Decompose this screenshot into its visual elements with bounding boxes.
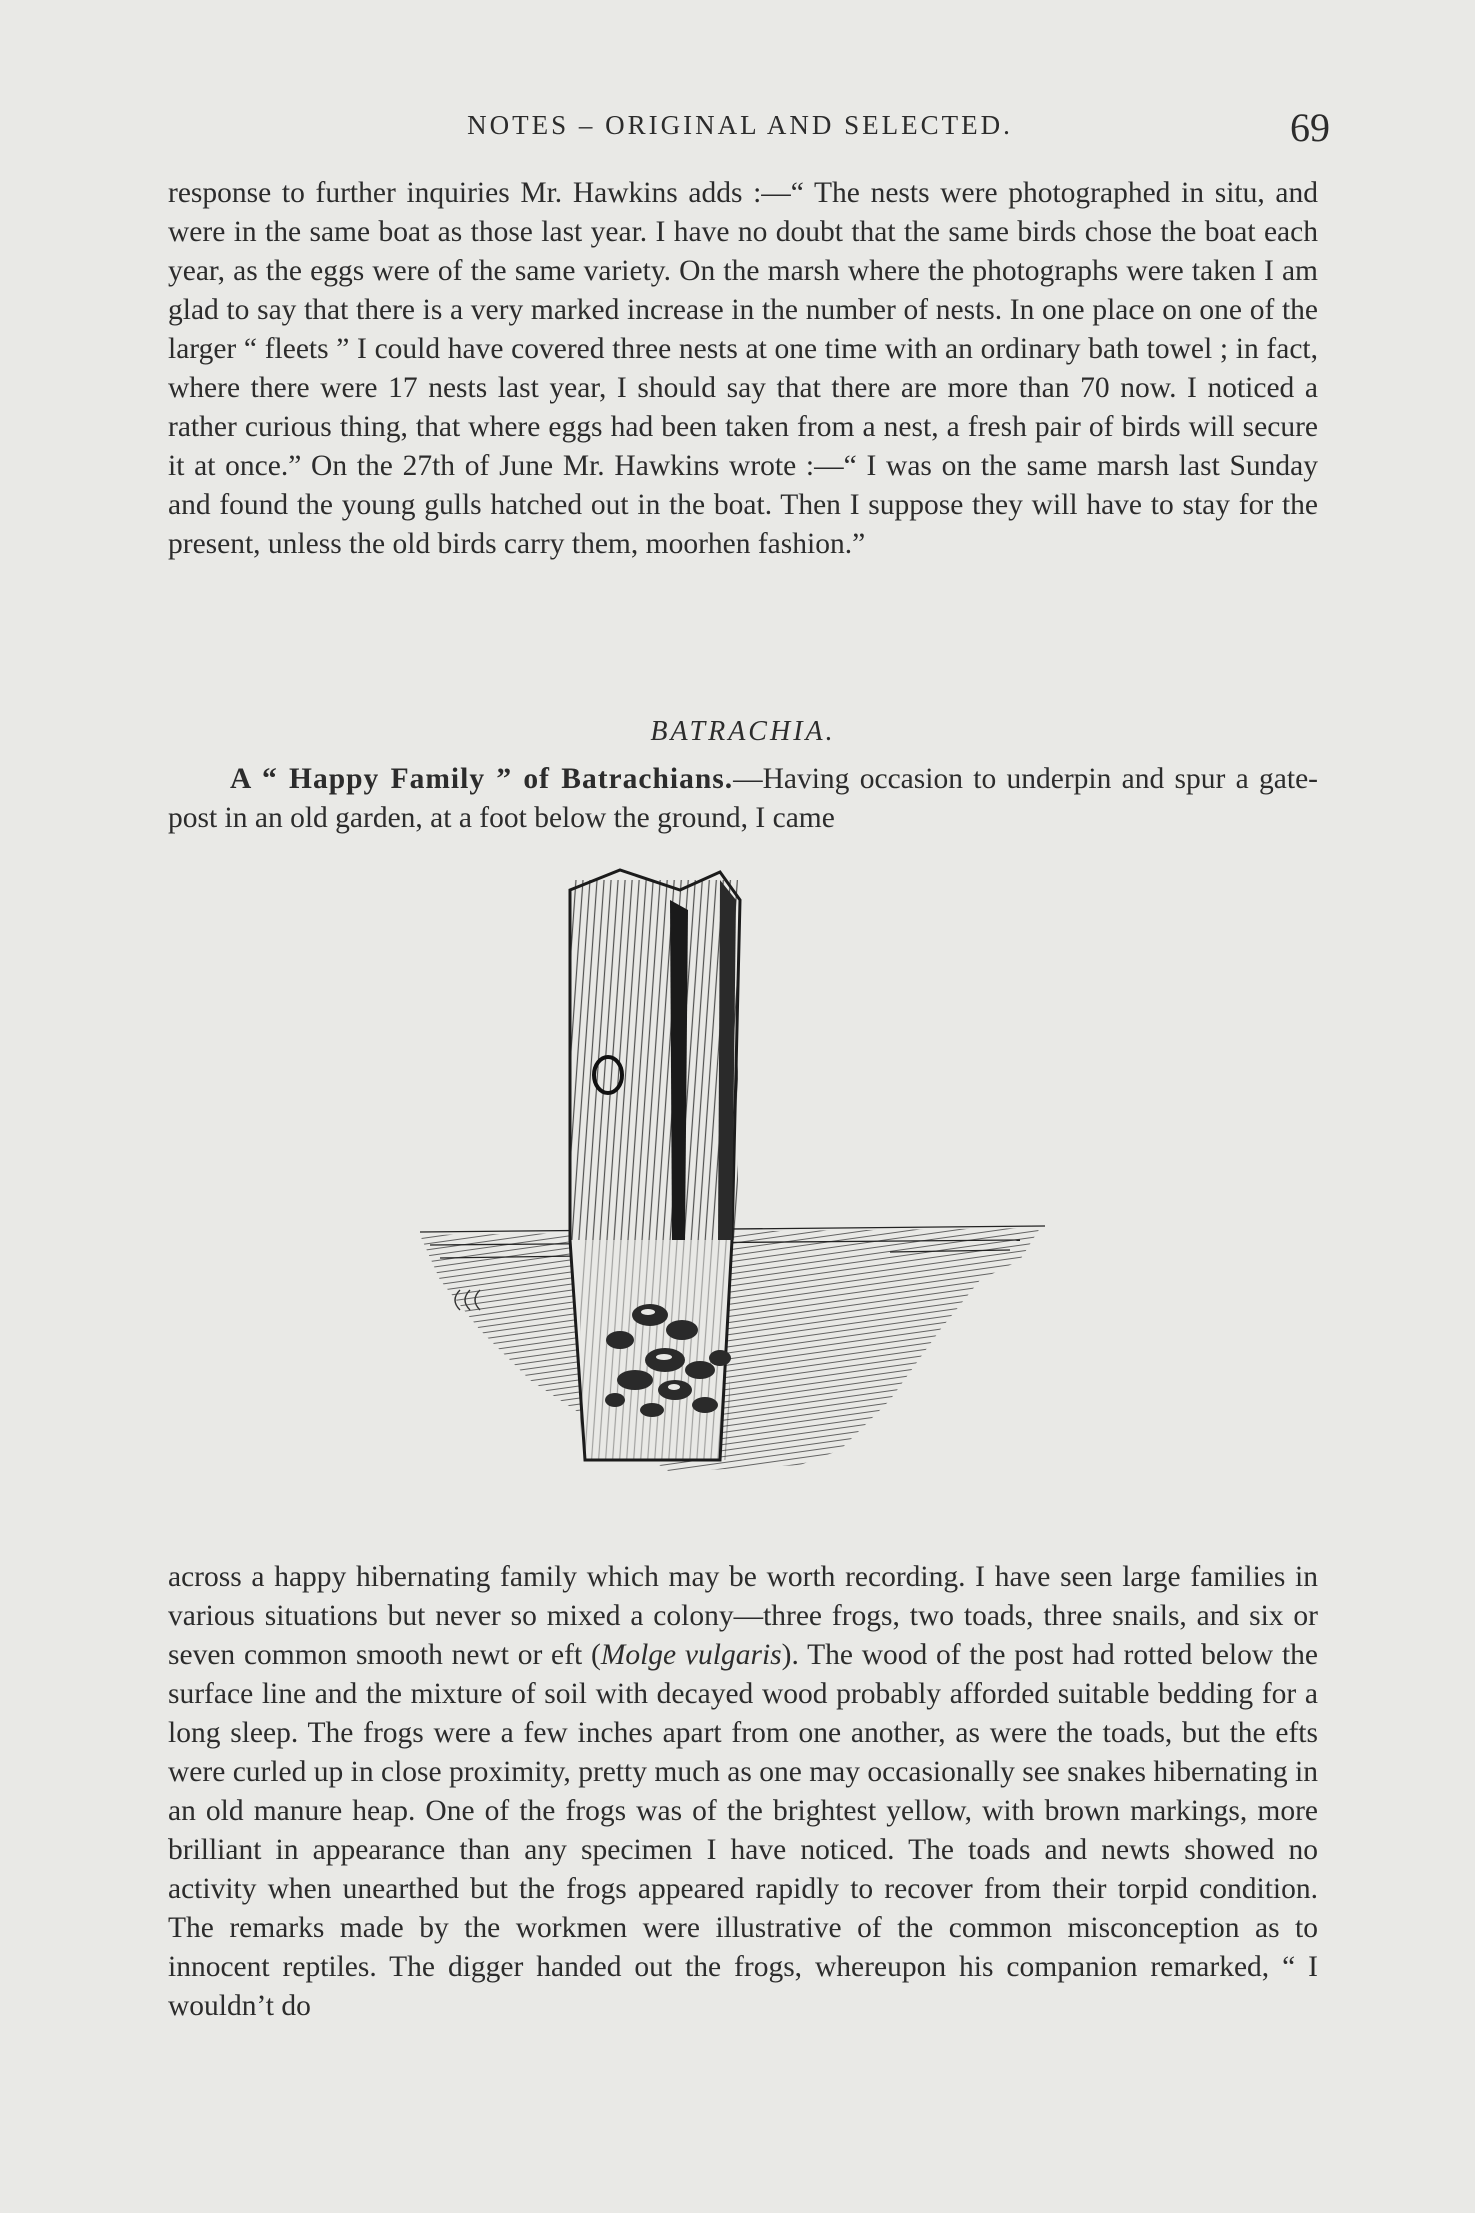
article-lead-paragraph — [168, 760, 1318, 838]
running-head — [150, 104, 1330, 150]
page-number: 69 — [1290, 105, 1330, 150]
bottom-paragraph-text — [168, 1558, 1318, 2026]
bottom-paragraph-part2: ). The wood of the post had rotted below the surface line and the mixture of soil with decayed wood probably afforded suitable bedding for a long sleep. The frogs were a few inches apart from one another, as were the toads, but the efts were curled up in close proximity, pretty much as one may occasionally see snakes hibernating in an old manure heap. One of the frogs was of the brightest yellow, with brown markings, more brilliant in appearance than any specimen I have noticed. The toads and newts showed no activity when unearthed but the frogs appeared rapidly to recover from their torpid condition. The remarks made by the workmen were illustrative of the common misconception as to innocent reptiles. The digger handed out the frogs, whereupon his companion remarked, “ I wouldn’t do — [168, 1639, 1318, 2022]
gate-post-hibernation-illustration-icon — [420, 860, 1060, 1520]
section-heading: BATRACHIA. — [650, 716, 836, 747]
article-title: A “ Happy Family ” of Batrachians. — [230, 763, 734, 795]
top-paragraph — [168, 174, 1318, 564]
species-name: Molge vulgaris — [600, 1639, 782, 1671]
article-lead-text: —Having occasion to underpin and spur a gate-post in an old garden, at a foot below the ground, I came — [168, 763, 1318, 834]
bottom-paragraph-part1: across a happy hibernating family which may be worth recording. I have seen large families in various situations but never so mixed a colony—three frogs, two toads, three snails, and six or seven common smooth newt or eft ( — [168, 1561, 1318, 1671]
bottom-paragraph — [168, 1558, 1318, 2026]
article-lead — [168, 760, 1318, 838]
running-title: NOTES – ORIGINAL AND SELECTED. — [467, 110, 1013, 140]
gate-post-illustration — [420, 860, 1060, 1520]
top-paragraph-text: response to further inquiries Mr. Hawkins adds :—“ The nests were photographed in situ, and were in the same boat as those last year. I have no doubt that the same birds chose the boat each year, as the eggs were of the same variety. On the marsh where the photographs were taken I am glad to say that there is a very marked increase in the number of nests. In one place on one of the larger “ fleets ” I could have covered three nests at one time with an ordinary bath towel ; in fact, where there were 17 nests last year, I should say that there are more than 70 now. I noticed a rather curious thing, that where eggs had been taken from a nest, a fresh pair of birds will secure it at once.” On the 27th of June Mr. Hawkins wrote :—“ I was on the same marsh last Sunday and found the young gulls hatched out in the boat. Then I suppose they will have to stay for the present, unless the old birds carry them, moorhen fashion.” — [168, 177, 1318, 560]
